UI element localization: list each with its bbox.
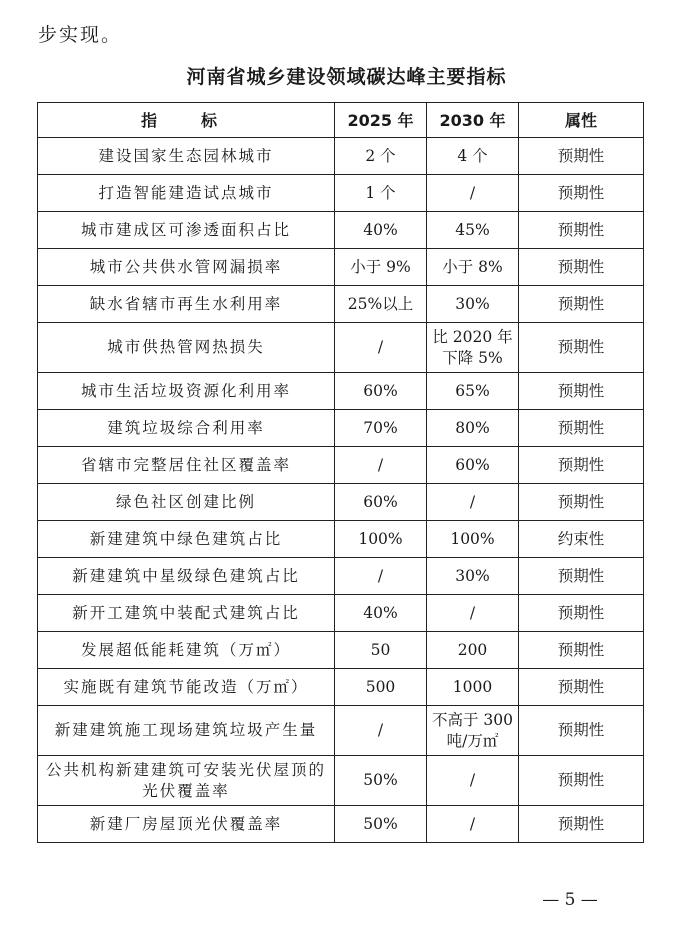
- value-2030: /: [427, 484, 519, 521]
- value-2030: /: [427, 175, 519, 212]
- table-row: [38, 521, 644, 558]
- table-row: [38, 706, 644, 756]
- attribute: 预期性: [519, 212, 644, 249]
- attribute: 预期性: [519, 249, 644, 286]
- value-2025: 小于 9%: [335, 249, 427, 286]
- value-2025: 50: [335, 632, 427, 669]
- attribute: 预期性: [519, 706, 644, 756]
- attribute: 预期性: [519, 558, 644, 595]
- value-2030: 小于 8%: [427, 249, 519, 286]
- attribute: 预期性: [519, 595, 644, 632]
- indicator-name: 实施既有建筑节能改造（万㎡）: [38, 669, 335, 706]
- header-2025: 2025 年: [335, 103, 427, 138]
- table-row: [38, 484, 644, 521]
- attribute: 预期性: [519, 410, 644, 447]
- table-row: [38, 558, 644, 595]
- attribute: 预期性: [519, 669, 644, 706]
- value-2025: 500: [335, 669, 427, 706]
- indicator-name: 打造智能建造试点城市: [38, 175, 335, 212]
- attribute: 预期性: [519, 632, 644, 669]
- header-row: [38, 103, 644, 138]
- value-2030: 65%: [427, 373, 519, 410]
- value-2030: 4 个: [427, 138, 519, 175]
- value-2030: /: [427, 756, 519, 806]
- indicator-name: 城市供热管网热损失: [38, 323, 335, 373]
- indicator-name: 建筑垃圾综合利用率: [38, 410, 335, 447]
- attribute: 预期性: [519, 806, 644, 843]
- attribute: 预期性: [519, 756, 644, 806]
- value-2030: 200: [427, 632, 519, 669]
- table-row: [38, 669, 644, 706]
- value-2025: /: [335, 706, 427, 756]
- value-2025: 2 个: [335, 138, 427, 175]
- value-2025: 40%: [335, 212, 427, 249]
- table-row: [38, 212, 644, 249]
- value-2030: 45%: [427, 212, 519, 249]
- attribute: 预期性: [519, 447, 644, 484]
- value-2025: 70%: [335, 410, 427, 447]
- value-2030: 80%: [427, 410, 519, 447]
- value-2030: 不高于 300 吨/万㎡: [427, 706, 519, 756]
- indicator-name: 城市生活垃圾资源化利用率: [38, 373, 335, 410]
- table-row: [38, 756, 644, 806]
- attribute: 预期性: [519, 286, 644, 323]
- table-row: [38, 806, 644, 843]
- attribute: 约束性: [519, 521, 644, 558]
- value-2025: /: [335, 323, 427, 373]
- indicator-name: 公共机构新建建筑可安装光伏屋顶的光伏覆盖率: [38, 756, 335, 806]
- table-row: [38, 595, 644, 632]
- indicator-name: 绿色社区创建比例: [38, 484, 335, 521]
- value-2025: 60%: [335, 373, 427, 410]
- value-2030: 30%: [427, 558, 519, 595]
- value-2030: 100%: [427, 521, 519, 558]
- value-2025: 100%: [335, 521, 427, 558]
- indicator-name: 城市公共供水管网漏损率: [38, 249, 335, 286]
- value-2030: 30%: [427, 286, 519, 323]
- page-number: — 5 —: [542, 890, 598, 910]
- lead-text: 步实现。: [38, 24, 123, 46]
- value-2030: /: [427, 806, 519, 843]
- indicator-table: [37, 102, 644, 843]
- value-2030: 60%: [427, 447, 519, 484]
- indicator-name: 新建建筑施工现场建筑垃圾产生量: [38, 706, 335, 756]
- table-row: [38, 323, 644, 373]
- indicator-name: 新建厂房屋顶光伏覆盖率: [38, 806, 335, 843]
- attribute: 预期性: [519, 484, 644, 521]
- value-2025: 25%以上: [335, 286, 427, 323]
- value-2025: 40%: [335, 595, 427, 632]
- value-2025: /: [335, 558, 427, 595]
- indicator-name: 发展超低能耗建筑（万㎡）: [38, 632, 335, 669]
- value-2030: /: [427, 595, 519, 632]
- indicator-name: 城市建成区可渗透面积占比: [38, 212, 335, 249]
- indicator-name: 建设国家生态园林城市: [38, 138, 335, 175]
- table-row: [38, 447, 644, 484]
- header-attribute: 属性: [519, 103, 644, 138]
- value-2025: 60%: [335, 484, 427, 521]
- value-2025: 50%: [335, 756, 427, 806]
- indicator-name: 缺水省辖市再生水利用率: [38, 286, 335, 323]
- header-2030: 2030 年: [427, 103, 519, 138]
- table-row: [38, 249, 644, 286]
- indicator-name: 新开工建筑中装配式建筑占比: [38, 595, 335, 632]
- value-2025: /: [335, 447, 427, 484]
- indicator-name: 新建建筑中星级绿色建筑占比: [38, 558, 335, 595]
- value-2025: 1 个: [335, 175, 427, 212]
- indicator-name: 新建建筑中绿色建筑占比: [38, 521, 335, 558]
- attribute: 预期性: [519, 373, 644, 410]
- table-row: [38, 175, 644, 212]
- table-title: 河南省城乡建设领域碳达峰主要指标: [186, 66, 507, 88]
- value-2025: 50%: [335, 806, 427, 843]
- value-2030: 比 2020 年下降 5%: [427, 323, 519, 373]
- table-row: [38, 373, 644, 410]
- attribute: 预期性: [519, 138, 644, 175]
- table-row: [38, 138, 644, 175]
- value-2030: 1000: [427, 669, 519, 706]
- table-row: [38, 286, 644, 323]
- indicator-name: 省辖市完整居住社区覆盖率: [38, 447, 335, 484]
- header-indicator: 指 标: [38, 103, 335, 138]
- table-row: [38, 632, 644, 669]
- attribute: 预期性: [519, 323, 644, 373]
- attribute: 预期性: [519, 175, 644, 212]
- table-row: [38, 410, 644, 447]
